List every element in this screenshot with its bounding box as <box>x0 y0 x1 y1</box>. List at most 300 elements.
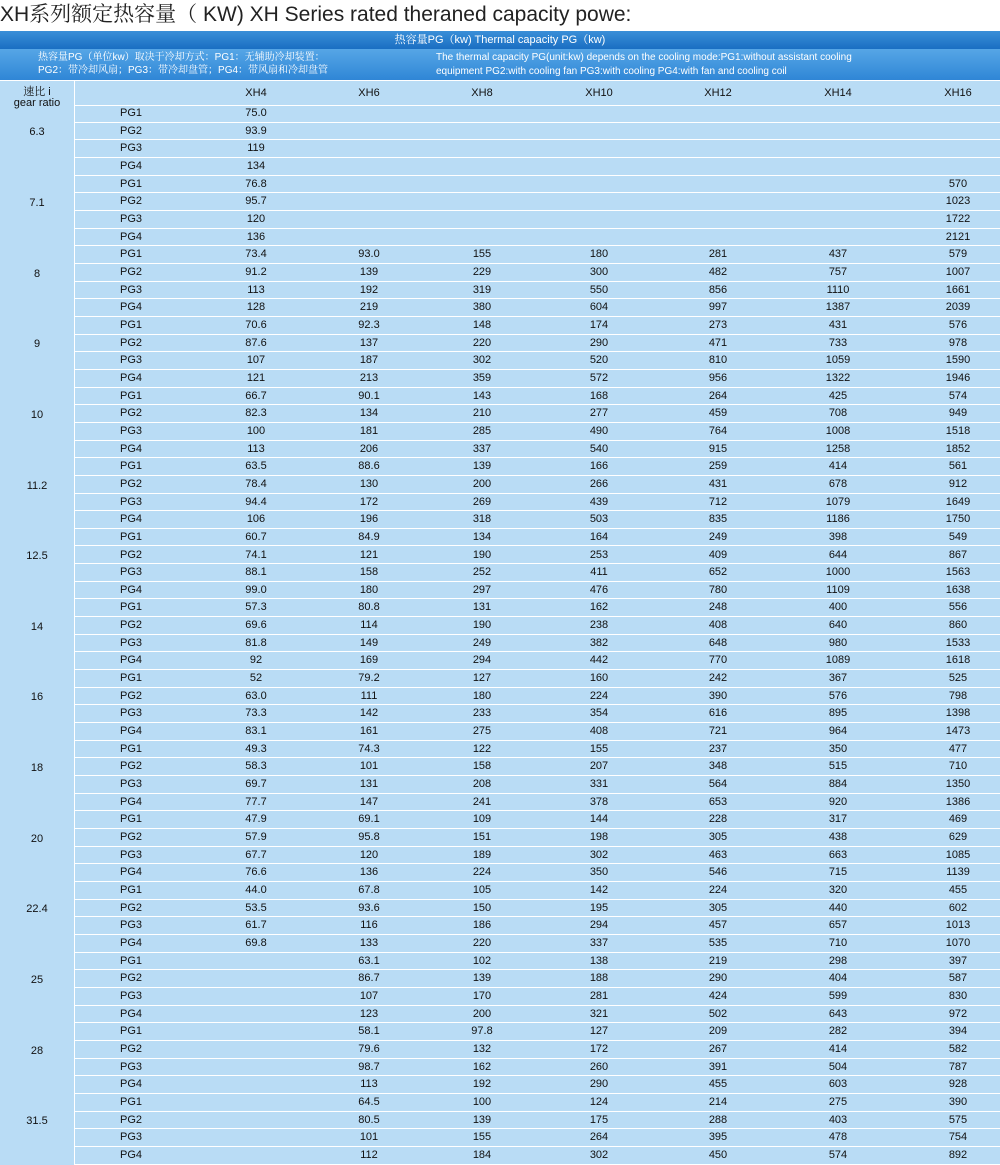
capacity-cell: 100 <box>472 1095 492 1108</box>
capacity-cell: 93.6 <box>358 901 380 914</box>
capacity-cell: 180 <box>359 583 379 596</box>
table-row <box>75 105 1000 123</box>
capacity-cell: 949 <box>948 407 968 420</box>
capacity-cell: 200 <box>472 477 492 490</box>
table-row <box>75 1023 1000 1041</box>
capacity-cell: 267 <box>708 1042 728 1055</box>
capacity-cell: 1852 <box>945 442 971 455</box>
table-row <box>75 388 1000 406</box>
capacity-cell: 348 <box>708 760 728 773</box>
table-row <box>75 494 1000 512</box>
capacity-cell: 139 <box>472 460 492 473</box>
capacity-cell: 431 <box>828 318 848 331</box>
table-row <box>75 1129 1000 1147</box>
capacity-cell: 192 <box>359 283 379 296</box>
gear-ratio-label: 18 <box>30 762 44 775</box>
cooling-mode-label: PG1 <box>120 884 143 897</box>
capacity-cell: 139 <box>359 265 379 278</box>
capacity-cell: 450 <box>708 1148 728 1161</box>
capacity-cell: 285 <box>472 424 492 437</box>
capacity-cell: 575 <box>948 1113 968 1126</box>
capacity-cell: 297 <box>472 583 492 596</box>
capacity-cell: 1649 <box>945 495 971 508</box>
capacity-cell: 112 <box>360 1148 378 1161</box>
table-header-bar: 热容量PG（kw) Thermal capacity PG（kw) <box>0 31 1000 49</box>
capacity-cell: 132 <box>472 1042 492 1055</box>
capacity-cell: 69.8 <box>245 937 267 950</box>
table-row <box>75 511 1000 529</box>
capacity-cell: 350 <box>828 742 848 755</box>
capacity-cell: 150 <box>472 901 492 914</box>
capacity-cell: 281 <box>708 248 728 261</box>
capacity-cell: 835 <box>708 513 728 526</box>
table-row <box>75 723 1000 741</box>
capacity-cell: 640 <box>828 619 848 632</box>
capacity-cell: 172 <box>359 495 379 508</box>
capacity-cell: 490 <box>589 424 609 437</box>
capacity-cell: 394 <box>948 1025 968 1038</box>
capacity-cell: 564 <box>708 778 728 791</box>
capacity-cell: 1070 <box>945 937 971 950</box>
capacity-cell: 275 <box>828 1095 848 1108</box>
capacity-cell: 574 <box>948 389 968 402</box>
capacity-cell: 63.0 <box>245 689 267 702</box>
table-row <box>75 246 1000 264</box>
capacity-cell: 190 <box>472 619 492 632</box>
capacity-cell: 219 <box>708 954 728 967</box>
column-header-xh4: XH4 <box>245 87 267 99</box>
capacity-cell: 411 <box>590 566 608 579</box>
capacity-cell: 116 <box>360 919 378 932</box>
table-row <box>75 370 1000 388</box>
cooling-mode-label: PG1 <box>120 742 143 755</box>
capacity-cell: 66.7 <box>245 389 267 402</box>
capacity-cell: 127 <box>472 672 492 685</box>
capacity-cell: 525 <box>948 672 968 685</box>
capacity-cell: 442 <box>589 654 609 667</box>
capacity-cell: 79.2 <box>358 672 380 685</box>
capacity-cell: 599 <box>828 990 848 1002</box>
capacity-cell: 160 <box>589 672 609 685</box>
table-row <box>75 776 1000 794</box>
capacity-cell: 275 <box>472 725 492 738</box>
capacity-cell: 459 <box>708 407 728 420</box>
table-row <box>75 794 1000 812</box>
capacity-cell: 1398 <box>945 707 971 720</box>
gear-ratio-label: 12.5 <box>26 550 48 563</box>
capacity-cell: 520 <box>589 354 609 367</box>
capacity-cell: 978 <box>948 336 968 349</box>
capacity-cell: 757 <box>828 265 848 278</box>
capacity-cell: 168 <box>589 389 609 402</box>
capacity-cell: 787 <box>948 1060 968 1073</box>
capacity-cell: 206 <box>359 442 379 455</box>
capacity-cell: 502 <box>708 1007 728 1020</box>
capacity-cell: 44.0 <box>245 884 267 897</box>
capacity-cell: 94.4 <box>245 495 267 508</box>
column-header-xh8: XH8 <box>471 87 493 99</box>
capacity-cell: 137 <box>359 336 379 349</box>
capacity-cell: 148 <box>472 318 492 331</box>
cooling-mode-label: PG4 <box>120 159 143 172</box>
capacity-cell: 60.7 <box>245 530 267 543</box>
cooling-mode-label: PG2 <box>120 407 143 420</box>
cooling-mode-label: PG4 <box>120 866 143 879</box>
capacity-cell: 380 <box>472 301 492 314</box>
capacity-cell: 390 <box>708 689 728 702</box>
capacity-cell: 764 <box>708 424 728 437</box>
capacity-cell: 139 <box>472 972 492 985</box>
cooling-mode-label: PG1 <box>120 389 143 402</box>
cooling-mode-label: PG4 <box>120 937 143 950</box>
cooling-mode-label: PG2 <box>120 619 143 632</box>
capacity-cell: 214 <box>708 1095 728 1108</box>
capacity-cell: 455 <box>948 884 968 897</box>
capacity-cell: 1387 <box>825 301 851 314</box>
capacity-cell: 58.3 <box>245 760 267 773</box>
capacity-cell: 390 <box>948 1095 968 1108</box>
capacity-cell: 121 <box>359 548 379 561</box>
capacity-cell: 439 <box>589 495 609 508</box>
capacity-cell: 644 <box>828 548 848 561</box>
capacity-cell: 87.6 <box>245 336 267 349</box>
capacity-cell: 404 <box>828 972 848 985</box>
capacity-cell: 213 <box>359 371 379 384</box>
cooling-mode-label: PG2 <box>120 336 143 349</box>
table-row <box>75 988 1000 1006</box>
cooling-mode-label: PG2 <box>120 689 143 702</box>
capacity-cell: 124 <box>589 1095 609 1108</box>
table-row <box>75 1076 1000 1094</box>
capacity-cell: 603 <box>828 1078 848 1091</box>
cooling-mode-label: PG1 <box>120 460 143 473</box>
capacity-cell: 576 <box>948 318 968 331</box>
capacity-cell: 95.8 <box>358 831 380 844</box>
capacity-cell: 241 <box>472 795 492 808</box>
capacity-cell: 604 <box>589 301 609 314</box>
capacity-cell: 196 <box>359 513 379 526</box>
cooling-mode-note <box>0 49 1000 80</box>
gear-ratio-label: 28 <box>30 1044 44 1057</box>
cooling-mode-label: PG3 <box>120 212 143 225</box>
capacity-cell: 830 <box>948 990 968 1002</box>
capacity-cell: 155 <box>589 742 609 755</box>
capacity-cell: 643 <box>828 1007 848 1020</box>
table-row <box>75 158 1000 176</box>
table-row <box>75 847 1000 865</box>
table-row <box>75 953 1000 971</box>
capacity-cell: 708 <box>828 407 848 420</box>
capacity-cell: 181 <box>359 424 379 437</box>
column-header-xh14: XH14 <box>824 87 852 99</box>
capacity-cell: 269 <box>472 495 492 508</box>
cooling-mode-label: PG3 <box>120 142 143 155</box>
capacity-cell: 395 <box>708 1131 728 1144</box>
capacity-cell: 2121 <box>945 230 971 243</box>
capacity-cell: 73.3 <box>245 707 267 720</box>
cooling-mode-label: PG2 <box>120 901 143 914</box>
capacity-cell: 123 <box>359 1007 379 1020</box>
capacity-cell: 69.6 <box>245 619 267 632</box>
capacity-cell: 133 <box>359 937 379 950</box>
capacity-cell: 149 <box>359 636 379 649</box>
capacity-cell: 101 <box>359 760 379 773</box>
capacity-cell: 100 <box>246 424 266 437</box>
table-row <box>75 564 1000 582</box>
capacity-cell: 408 <box>708 619 728 632</box>
capacity-cell: 298 <box>828 954 848 967</box>
capacity-cell: 1089 <box>825 654 851 667</box>
capacity-cell: 63.5 <box>245 460 267 473</box>
table-row <box>75 476 1000 494</box>
capacity-cell: 64.5 <box>358 1095 380 1108</box>
capacity-cell: 184 <box>472 1148 492 1161</box>
capacity-cell: 170 <box>472 990 492 1002</box>
cooling-mode-label: PG3 <box>120 495 143 508</box>
capacity-cell: 97.8 <box>471 1025 493 1038</box>
capacity-cell: 1013 <box>945 919 971 932</box>
capacity-cell: 367 <box>828 672 848 685</box>
capacity-cell: 49.3 <box>245 742 267 755</box>
table-row <box>75 441 1000 459</box>
capacity-cell: 1618 <box>945 654 971 667</box>
capacity-cell: 63.1 <box>358 954 380 967</box>
capacity-cell: 912 <box>948 477 968 490</box>
gear-ratio-label: 11.2 <box>26 479 48 492</box>
capacity-cell: 52 <box>249 672 263 685</box>
capacity-cell: 1722 <box>945 212 971 225</box>
capacity-table <box>0 81 1000 1165</box>
note-cn-line-1: 热容量PG（单位kw）取决于冷却方式：PG1：无辅助冷却装置： <box>38 52 325 63</box>
capacity-cell: 248 <box>708 601 728 614</box>
cooling-mode-label: PG1 <box>120 1095 143 1108</box>
capacity-cell: 120 <box>246 212 266 225</box>
capacity-cell: 476 <box>589 583 609 596</box>
capacity-cell: 252 <box>472 566 492 579</box>
capacity-cell: 1000 <box>825 566 851 579</box>
cooling-mode-label: PG4 <box>120 1078 143 1091</box>
capacity-cell: 892 <box>948 1148 968 1161</box>
capacity-cell: 546 <box>708 866 728 879</box>
capacity-cell: 70.6 <box>245 318 267 331</box>
cooling-mode-label: PG4 <box>120 654 143 667</box>
capacity-cell: 503 <box>589 513 609 526</box>
capacity-cell: 61.7 <box>245 919 267 932</box>
capacity-cell: 93.0 <box>358 248 380 261</box>
capacity-cell: 111 <box>360 689 378 702</box>
capacity-cell: 780 <box>708 583 728 596</box>
table-row <box>75 864 1000 882</box>
capacity-cell: 582 <box>948 1042 968 1055</box>
capacity-cell: 1946 <box>945 371 971 384</box>
capacity-cell: 397 <box>948 954 968 967</box>
gear-ratio-label: 8 <box>33 267 41 280</box>
table-row <box>75 1059 1000 1077</box>
capacity-cell: 92.3 <box>358 318 380 331</box>
cooling-mode-label: PG2 <box>120 972 143 985</box>
capacity-cell: 574 <box>828 1148 848 1161</box>
capacity-cell: 210 <box>472 407 492 420</box>
capacity-cell: 273 <box>708 318 728 331</box>
capacity-cell: 220 <box>472 336 492 349</box>
capacity-cell: 2039 <box>945 301 971 314</box>
table-row <box>75 352 1000 370</box>
capacity-cell: 200 <box>472 1007 492 1020</box>
capacity-cell: 587 <box>948 972 968 985</box>
capacity-cell: 354 <box>589 707 609 720</box>
table-row <box>75 264 1000 282</box>
table-row <box>75 123 1000 141</box>
table-row <box>75 1112 1000 1130</box>
capacity-cell: 964 <box>828 725 848 738</box>
capacity-cell: 198 <box>589 831 609 844</box>
capacity-cell: 550 <box>589 283 609 296</box>
capacity-cell: 122 <box>472 742 492 755</box>
capacity-cell: 136 <box>359 866 379 879</box>
capacity-cell: 469 <box>948 813 968 826</box>
gear-ratio-label: 20 <box>30 832 44 845</box>
table-row <box>75 1147 1000 1165</box>
capacity-cell: 337 <box>472 442 492 455</box>
capacity-cell: 318 <box>472 513 492 526</box>
capacity-cell: 653 <box>708 795 728 808</box>
cooling-mode-label: PG4 <box>120 513 143 526</box>
capacity-cell: 264 <box>708 389 728 402</box>
capacity-cell: 721 <box>708 725 728 738</box>
capacity-cell: 67.7 <box>245 848 267 861</box>
capacity-cell: 90.1 <box>358 389 380 402</box>
capacity-cell: 1563 <box>945 566 971 579</box>
gear-ratio-label: 22.4 <box>26 903 48 916</box>
capacity-cell: 1109 <box>826 583 850 596</box>
capacity-cell: 602 <box>948 901 968 914</box>
capacity-cell: 1750 <box>945 513 971 526</box>
table-row <box>75 811 1000 829</box>
capacity-cell: 180 <box>589 248 609 261</box>
cooling-mode-label: PG1 <box>120 954 143 967</box>
table-row <box>75 935 1000 953</box>
capacity-cell: 228 <box>708 813 728 826</box>
cooling-mode-label: PG4 <box>120 230 143 243</box>
capacity-cell: 980 <box>828 636 848 649</box>
capacity-cell: 856 <box>708 283 728 296</box>
capacity-cell: 69.7 <box>245 778 267 791</box>
gear-ratio-header <box>0 87 74 109</box>
capacity-cell: 1638 <box>945 583 971 596</box>
capacity-cell: 162 <box>589 601 609 614</box>
table-row <box>75 176 1000 194</box>
capacity-cell: 414 <box>828 1042 848 1055</box>
capacity-cell: 277 <box>589 407 609 420</box>
table-row <box>75 335 1000 353</box>
cooling-mode-label: PG4 <box>120 1007 143 1020</box>
gear-ratio-label: 25 <box>30 974 44 986</box>
gear-ratio-label: 16 <box>30 691 44 704</box>
cooling-mode-label: PG3 <box>120 1060 143 1073</box>
capacity-cell: 172 <box>589 1042 609 1055</box>
capacity-cell: 84.9 <box>358 530 380 543</box>
capacity-cell: 652 <box>708 566 728 579</box>
table-row <box>75 423 1000 441</box>
gear-ratio-column <box>0 81 75 1165</box>
capacity-cell: 186 <box>472 919 492 932</box>
capacity-cell: 158 <box>472 760 492 773</box>
capacity-cell: 69.1 <box>358 813 380 826</box>
capacity-cell: 1008 <box>825 424 851 437</box>
capacity-cell: 1518 <box>945 424 971 437</box>
capacity-cell: 378 <box>589 795 609 808</box>
capacity-cell: 67.8 <box>358 884 380 897</box>
capacity-cell: 144 <box>589 813 609 826</box>
column-header-xh12: XH12 <box>704 87 732 99</box>
cooling-mode-label: PG3 <box>120 1131 143 1144</box>
capacity-cell: 540 <box>589 442 609 455</box>
cooling-mode-label: PG2 <box>120 1113 143 1126</box>
capacity-cell: 1110 <box>826 283 850 296</box>
capacity-cell: 1322 <box>825 371 851 384</box>
capacity-cell: 915 <box>708 442 728 455</box>
gear-ratio-header-cn: 速比 i <box>23 86 51 98</box>
cooling-mode-label: PG4 <box>120 371 143 384</box>
capacity-cell: 107 <box>246 354 266 367</box>
table-row <box>75 317 1000 335</box>
capacity-cell: 290 <box>589 1078 609 1091</box>
table-row <box>75 900 1000 918</box>
capacity-cell: 549 <box>948 530 968 543</box>
capacity-cell: 81.8 <box>245 636 267 649</box>
gear-ratio-label: 31.5 <box>26 1115 48 1128</box>
table-row <box>75 1006 1000 1024</box>
capacity-cell: 359 <box>472 371 492 384</box>
cooling-mode-label: PG1 <box>120 248 143 261</box>
capacity-cell: 113 <box>247 442 265 455</box>
cooling-mode-label: PG3 <box>120 778 143 791</box>
capacity-cell: 88.6 <box>358 460 380 473</box>
capacity-cell: 249 <box>708 530 728 543</box>
cooling-mode-label: PG2 <box>120 1042 143 1055</box>
capacity-cell: 128 <box>246 301 266 314</box>
cooling-mode-label: PG2 <box>120 195 143 208</box>
table-row <box>75 970 1000 988</box>
capacity-cell: 161 <box>359 725 379 738</box>
capacity-cell: 80.5 <box>358 1113 380 1126</box>
capacity-cell: 74.1 <box>245 548 267 561</box>
capacity-cell: 382 <box>589 636 609 649</box>
cooling-mode-label: PG3 <box>120 354 143 367</box>
capacity-cell: 264 <box>589 1131 609 1144</box>
table-row <box>75 758 1000 776</box>
capacity-cell: 113 <box>360 1078 378 1091</box>
capacity-cell: 477 <box>948 742 968 755</box>
table-row <box>75 211 1000 229</box>
capacity-cell: 408 <box>589 725 609 738</box>
capacity-cell: 164 <box>589 530 609 543</box>
capacity-cell: 224 <box>589 689 609 702</box>
capacity-cell: 810 <box>708 354 728 367</box>
capacity-cell: 282 <box>828 1025 848 1038</box>
cooling-mode-label: PG3 <box>120 424 143 437</box>
capacity-cell: 300 <box>589 265 609 278</box>
cooling-mode-label: PG2 <box>120 124 143 137</box>
capacity-cell: 83.1 <box>245 725 267 738</box>
capacity-cell: 73.4 <box>245 248 267 261</box>
capacity-cell: 867 <box>948 548 968 561</box>
table-row <box>75 529 1000 547</box>
column-header-xh6: XH6 <box>358 87 380 99</box>
capacity-cell: 398 <box>828 530 848 543</box>
capacity-cell: 928 <box>948 1078 968 1091</box>
capacity-cell: 414 <box>828 460 848 473</box>
